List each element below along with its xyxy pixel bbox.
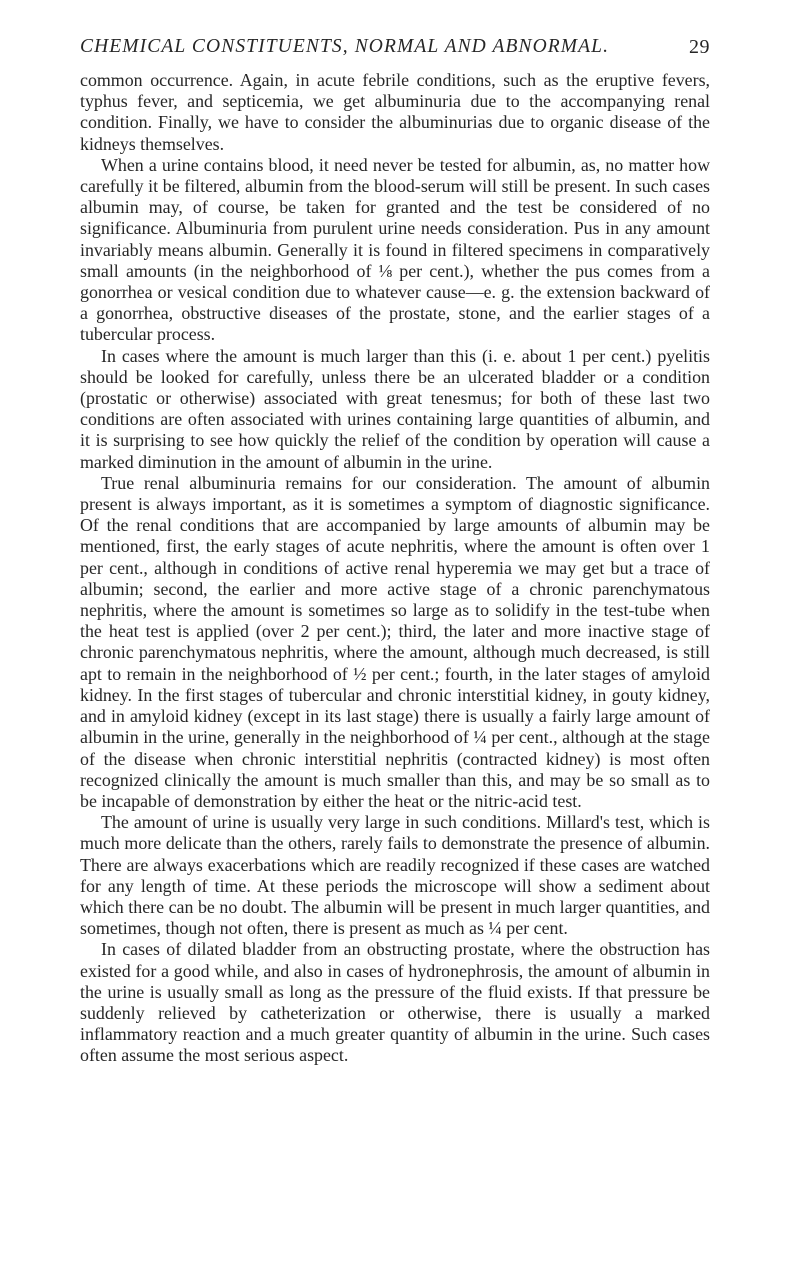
body-text xyxy=(80,70,710,1067)
page-number: 29 xyxy=(689,36,710,58)
paragraph: common occurrence. Again, in acute febrile conditions, such as the eruptive fevers, typhus fever, and septicemia, we get albuminuria due to the accompanying renal condition. Finally, we have to consider the albuminurias due to organic disease of the kidneys themselves. xyxy=(80,70,710,154)
paragraph: In cases where the amount is much larger than this (i. e. about 1 per cent.) pyelitis should be looked for carefully, unless there be an ulcerated bladder or a condition (prostatic or otherwise) associated with great tenesmus; for both of these last two conditions are often associated with urines containing large quantities of albumin, and it is surprising to see how quickly the relief of the condition by operation will cause a marked diminution in the amount of albumin in the urine. xyxy=(80,345,710,472)
paragraph: The amount of urine is usually very large in such conditions. Millard's test, which is much more delicate than the others, rarely fails to demonstrate the presence of albumin. There are always exacerbations which are readily recognized if these cases are watched for any length of time. At these periods the microscope will show a sediment about which there can be no doubt. The albumin will be present in much larger quantities, and sometimes, though not often, there is present as much as ¼ per cent. xyxy=(80,812,710,939)
paragraph: When a urine contains blood, it need never be tested for albumin, as, no matter how carefully it be filtered, albumin from the blood-serum will still be present. In such cases albumin may, of course, be taken for granted and the test be considered of no significance. Albuminuria from purulent urine needs consideration. Pus in any amount invariably means albumin. Generally it is found in filtered specimens in comparatively small amounts (in the neighborhood of ⅛ per cent.), whether the pus comes from a gonorrhea or vesical condition due to whatever cause—e. g. the extension backward of a gonorrhea, obstructive diseases of the prostate, stone, and the earlier stages of a tubercular process. xyxy=(80,154,710,345)
paragraph: In cases of dilated bladder from an obstructing prostate, where the obstruction has existed for a good while, and also in cases of hydronephrosis, the amount of albumin in the urine is usually small as long as the pressure of the fluid exists. If that pressure be suddenly relieved by catheterization or otherwise, there is usually a marked inflammatory reaction and a much greater quantity of albumin in the urine. Such cases often assume the most serious aspect. xyxy=(80,939,710,1066)
running-head xyxy=(80,34,710,60)
book-page xyxy=(80,34,710,1067)
running-title: CHEMICAL CONSTITUENTS, NORMAL AND ABNORMAL. xyxy=(80,36,610,57)
paragraph: True renal albuminuria remains for our consideration. The amount of albumin present is always important, as it is sometimes a symptom of diagnostic significance. Of the renal conditions that are accompanied by large amounts of albumin may be mentioned, first, the early stages of acute nephritis, where the amount is often over 1 per cent., although in conditions of active renal hyperemia we may get but a trace of albumin; second, the earlier and more active stage of a chronic parenchymatous nephritis, where the amount is sometimes so large as to solidify in the test-tube when the heat test is applied (over 2 per cent.); third, the later and more inactive stage of chronic parenchymatous nephritis, where the amount, although much decreased, is still apt to remain in the neighborhood of ½ per cent.; fourth, in the later stages of amyloid kidney. In the first stages of tubercular and chronic interstitial kidney, in gouty kidney, and in amyloid kidney (except in its last stage) there is usually a fairly large amount of albumin in the urine, generally in the neighborhood of ¼ per cent., although at the stage of the disease when chronic interstitial nephritis (contracted kidney) is most often recognized clinically the amount is much smaller than this, and may be so small as to be incapable of demonstration by either the heat or the nitric-acid test. xyxy=(80,472,710,811)
